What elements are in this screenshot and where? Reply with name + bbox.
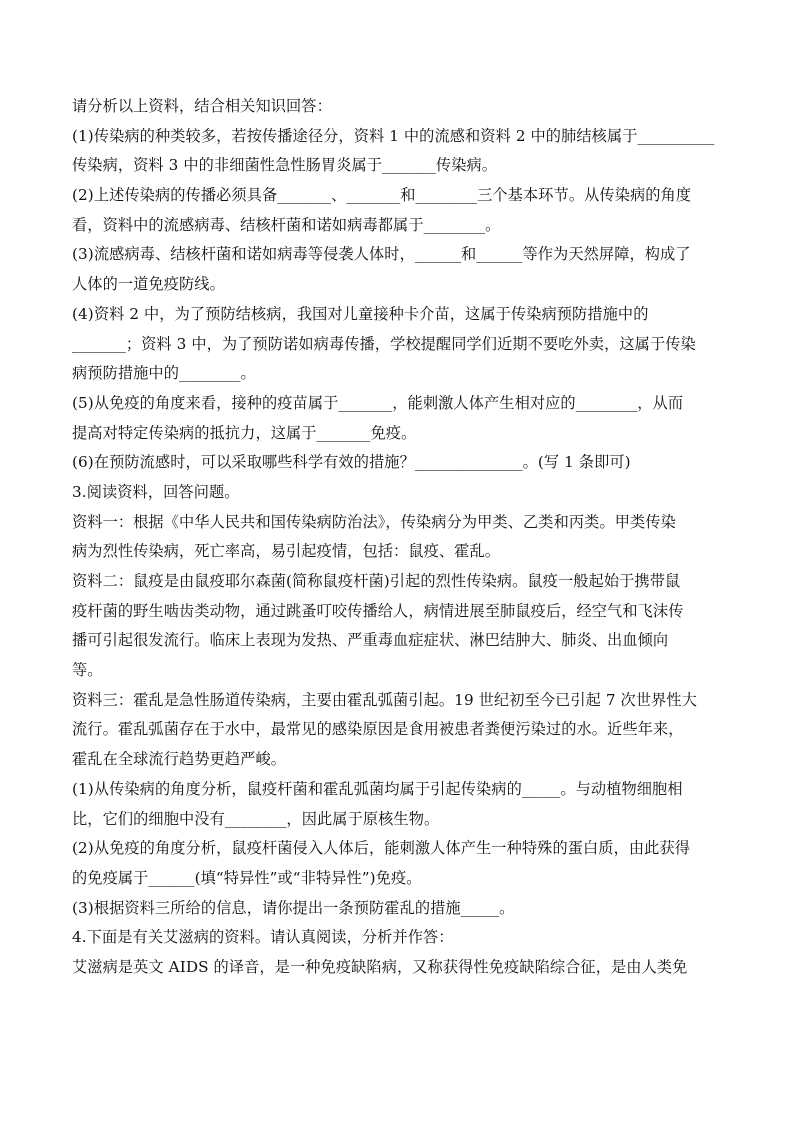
text-line: (1)从传染病的角度分析，鼠疫杆菌和霍乱弧菌均属于引起传染病的_____。与动植物细胞相 (72, 779, 683, 798)
text-line: (3)流感病毒、结核杆菌和诺如病毒等侵袭人体时，______和______等作为天然屏障，构成了 (72, 245, 691, 264)
text-line: (4)资料 2 中，为了预防结核病，我国对儿童接种卡介苗，这属于传染病预防措施中的 (72, 304, 649, 323)
text-line: 病预防措施中的________。 (72, 364, 256, 383)
text-line: 流行。霍乱弧菌存在于水中，最常见的感染原因是食用被患者粪便污染过的水。近些年来， (72, 720, 684, 739)
text-line: (2)从免疫的角度分析，鼠疫杆菌侵入人体后，能刺激人体产生一种特殊的蛋白质，由此获得 (72, 839, 691, 858)
text-line: 3.阅读资料，回答问题。 (72, 482, 240, 501)
text-line: 看，资料中的流感病毒、结核杆菌和诺如病毒都属于________。 (72, 215, 501, 234)
text-line: 比，它们的细胞中没有________，因此属于原核生物。 (72, 809, 440, 828)
text-line: 传染病，资料 3 中的非细菌性急性肠胃炎属于_______传染病。 (72, 156, 498, 175)
text-line: 4.下面是有关艾滋病的资料。请认真阅读，分析并作答： (72, 928, 454, 947)
text-line: (1)传染病的种类较多，若按传播途径分，资料 1 中的流感和资料 2 中的肺结核属于__________ (72, 126, 715, 145)
text-line: 等。 (72, 661, 103, 680)
text-line: (6)在预防流感时，可以采取哪些科学有效的措施？______________。(写 1 条即可) (72, 453, 631, 472)
text-line: 疫杆菌的野生啮齿类动物，通过跳蚤叮咬传播给人，病情进展至肺鼠疫后，经空气和飞沫传 (72, 601, 684, 620)
text-line: (2)上述传染病的传播必须具备_______、_______和________三个基本环节。从传染病的角度 (72, 186, 692, 205)
text-line: _______；资料 3 中，为了预防诺如病毒传播，学校提醒同学们近期不要吃外卖，这属于传染 (72, 334, 696, 353)
text-line: 艾滋病是英文 AIDS 的译音，是一种免疫缺陷病，又称获得性免疫缺陷综合征，是由人类免 (72, 957, 688, 976)
text-line: 人体的一道免疫防线。 (72, 275, 225, 294)
text-line: 请分析以上资料，结合相关知识回答： (72, 97, 332, 115)
text-line: (5)从免疫的角度来看，接种的疫苗属于_______，能刺激人体产生相对应的________，从而 (72, 393, 684, 412)
text-line: 资料二：鼠疫是由鼠疫耶尔森菌(简称鼠疫杆菌)引起的烈性传染病。鼠疫一般起始于携带鼠 (72, 572, 681, 590)
text-line: 资料三：霍乱是急性肠道传染病，主要由霍乱弧菌引起。19 世纪初至今已引起 7 次世界性大 (72, 690, 697, 709)
text-line: (3)根据资料三所给的信息，请你提出一条预防霍乱的措施_____。 (72, 898, 515, 917)
text-line: 提高对特定传染病的抵抗力，这属于_______免疫。 (72, 423, 417, 442)
text-line: 霍乱在全球流行趋势更趋严峻。 (72, 750, 287, 769)
text-line: 播可引起很发流行。临床上表现为发热、严重毒血症症状、淋巴结肿大、肺炎、出血倾向 (72, 631, 669, 650)
text-line: 的免疫属于______(填“特异性”或“非特异性”)免疫。 (72, 868, 422, 887)
text-line: 资料一：根据《中华人民共和国传染病防治法》，传染病分为甲类、乙类和丙类。甲类传染 (72, 512, 676, 531)
document-page (72, 92, 724, 983)
text-line: 病为烈性传染病，死亡率高，易引起疫情，包括：鼠疫、霍乱。 (72, 542, 501, 561)
